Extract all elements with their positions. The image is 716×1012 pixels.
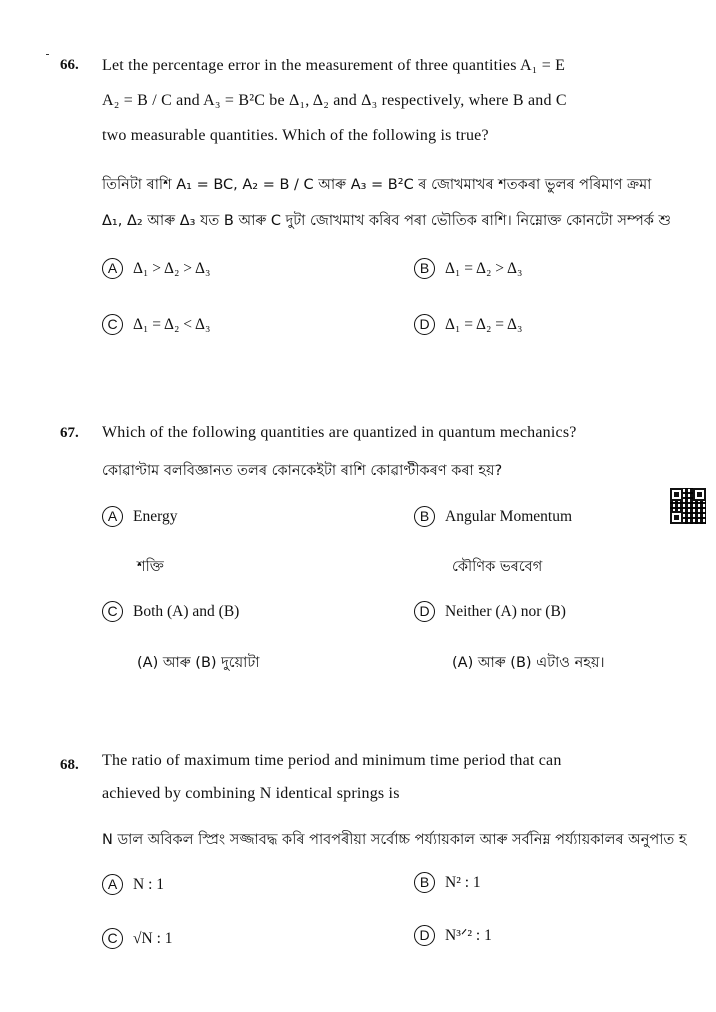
question-68-assamese-line-1: N ডাল অবিকল স্প্ৰিং সজ্জাবদ্ধ কৰি পাবপৰীয়া সৰ্বোচ্চ পৰ্য্যায়কাল আৰু সৰ্বনিম্ন পৰ্য্যায়কালৰ অনুপাত হ — [102, 832, 687, 848]
option-b-circle-icon: B — [414, 258, 435, 279]
option-a-circle-icon: A — [102, 506, 123, 527]
option-a-circle-icon: A — [102, 874, 123, 895]
option-c-circle-icon: C — [102, 601, 123, 622]
option-text: Δ₁ = Δ₂ = Δ₃ — [445, 315, 523, 333]
question-66-option-d[interactable] — [414, 314, 522, 335]
question-67-option-d[interactable] — [414, 601, 566, 622]
question-67-option-b-assamese: কৌণিক ভৰবেগ — [452, 559, 543, 575]
option-text: Δ₁ = Δ₂ < Δ₃ — [133, 315, 211, 333]
option-text: N : 1 — [133, 875, 164, 893]
option-text: Δ₁ > Δ₂ > Δ₃ — [133, 259, 211, 277]
question-68-option-c[interactable] — [102, 928, 173, 949]
question-67-assamese-line-1: কোৱাণ্টাম বলবিজ্ঞানত তলৰ কোনকেইটা ৰাশি কোৱাণ্টীকৰণ কৰা হয়? — [102, 463, 503, 479]
question-67-option-c-assamese: (A) আৰু (B) দুয়োটা — [137, 655, 260, 671]
question-68-option-b[interactable] — [414, 872, 481, 893]
option-text: Angular Momentum — [445, 507, 572, 525]
option-a-circle-icon: A — [102, 258, 123, 279]
question-67-number: 67. — [60, 425, 79, 441]
question-68-number: 68. — [60, 757, 79, 773]
option-text: Δ₁ = Δ₂ > Δ₃ — [445, 259, 523, 277]
option-text: √N : 1 — [133, 929, 173, 947]
question-66-text-line-2: A₂ = B / C and A₃ = B²C be Δ₁, Δ₂ and Δ₃ respectively, where B and C — [102, 92, 567, 109]
question-68-option-a[interactable] — [102, 874, 164, 895]
question-68-option-d[interactable] — [414, 925, 492, 946]
question-67-option-a-assamese: শক্তি — [137, 559, 164, 575]
option-text: Energy — [133, 507, 178, 525]
question-68-text-line-1: The ratio of maximum time period and minimum time period that can — [102, 752, 562, 769]
qr-code-icon — [670, 488, 706, 524]
option-text: N² : 1 — [445, 873, 481, 891]
option-c-circle-icon: C — [102, 928, 123, 949]
option-b-circle-icon: B — [414, 506, 435, 527]
question-66-text-line-1: Let the percentage error in the measurement of three quantities A₁ = E — [102, 57, 566, 74]
option-d-circle-icon: D — [414, 925, 435, 946]
option-d-circle-icon: D — [414, 601, 435, 622]
option-d-circle-icon: D — [414, 314, 435, 335]
question-67-option-c[interactable] — [102, 601, 239, 622]
question-67-option-b[interactable] — [414, 506, 572, 527]
question-66-assamese-line-2: Δ₁, Δ₂ আৰু Δ₃ যত B আৰু C দুটা জোখমাখ কৰিব পৰা ভৌতিক ৰাশি। নিম্নোক্ত কোনটো সম্পৰ্ক শু — [102, 213, 671, 229]
question-66-number: 66. — [60, 57, 79, 73]
option-text: N³ᐟ² : 1 — [445, 927, 492, 944]
question-67-option-a[interactable] — [102, 506, 177, 527]
question-66-option-a[interactable] — [102, 258, 210, 279]
option-c-circle-icon: C — [102, 314, 123, 335]
question-66-option-b[interactable] — [414, 258, 522, 279]
question-66-text-line-3: two measurable quantities. Which of the following is true? — [102, 127, 489, 144]
question-66-option-c[interactable] — [102, 314, 210, 335]
scan-mark — [46, 54, 49, 55]
question-67-option-d-assamese: (A) আৰু (B) এটাও নহয়। — [452, 655, 605, 671]
option-text: Both (A) and (B) — [133, 602, 240, 620]
question-67-text-line-1: Which of the following quantities are quantized in quantum mechanics? — [102, 424, 577, 441]
option-text: Neither (A) nor (B) — [445, 602, 566, 620]
option-b-circle-icon: B — [414, 872, 435, 893]
question-66-assamese-line-1: তিনিটা ৰাশি A₁ = BC, A₂ = B / C আৰু A₃ = B²C ৰ জোখমাখৰ শতকৰা ভুলৰ পৰিমাণ ক্ৰমা — [102, 177, 652, 193]
question-68-text-line-2: achieved by combining N identical springs is — [102, 785, 400, 802]
